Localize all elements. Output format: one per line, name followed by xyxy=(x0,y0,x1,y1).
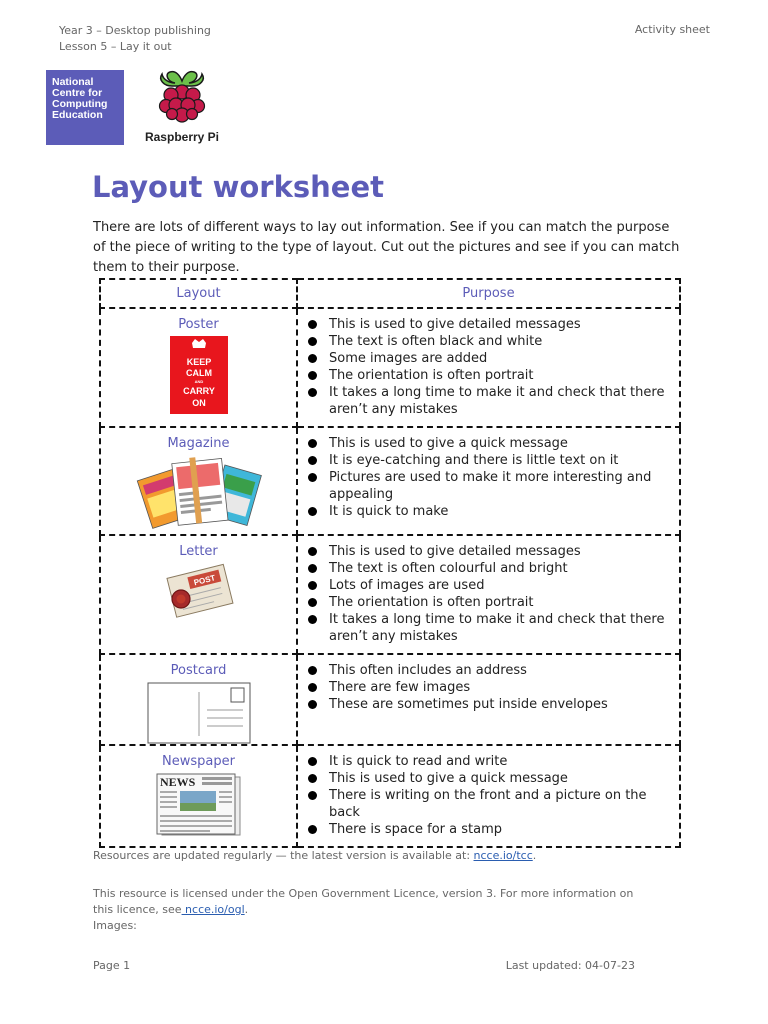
layout-cell xyxy=(100,654,297,745)
licence-text: This resource is licensed under the Open Government Licence, version 3. For more information on this licence, see xyxy=(93,887,634,916)
doc-type-label: Activity sheet xyxy=(634,23,710,36)
ncce-logo-line: Computing xyxy=(52,98,108,110)
licence-note xyxy=(93,886,653,934)
purpose-cell xyxy=(297,535,680,654)
poster-word: AND xyxy=(194,379,203,384)
table-row xyxy=(100,308,680,427)
layout-name-poster: Poster xyxy=(178,317,219,332)
table-row xyxy=(100,535,680,654)
purpose-item: This is used to give a quick message xyxy=(329,770,675,787)
newspaper-image xyxy=(156,773,242,837)
purpose-column-header: Purpose xyxy=(297,279,680,308)
purpose-item: The text is often black and white xyxy=(329,333,675,350)
purpose-list xyxy=(298,655,679,721)
lesson-label: Lesson 5 – Lay it out xyxy=(59,40,172,53)
layout-column-header: Layout xyxy=(100,279,297,308)
table-row xyxy=(100,427,680,535)
purpose-cell xyxy=(297,308,680,427)
resources-link[interactable]: ncce.io/tcc xyxy=(473,849,533,862)
raspberry-pi-wordmark: Raspberry Pi xyxy=(144,130,220,144)
purpose-item: It is quick to make xyxy=(329,503,675,520)
header-course-info xyxy=(59,23,211,55)
purpose-item: There are few images xyxy=(329,679,675,696)
purpose-item: There is space for a stamp xyxy=(329,821,675,838)
licence-end: . xyxy=(244,903,249,916)
keep-calm-poster-image xyxy=(170,336,228,414)
ncce-logo-line: Centre for xyxy=(52,87,103,99)
ncce-logo-line: Education xyxy=(52,109,103,121)
purpose-item: This is used to give a quick message xyxy=(329,435,675,452)
purpose-item: Some images are added xyxy=(329,350,675,367)
purpose-item: This is used to give detailed messages xyxy=(329,543,675,560)
ncce-logo-line: National xyxy=(52,76,94,88)
page-title: Layout worksheet xyxy=(92,170,384,204)
purpose-item: The orientation is often portrait xyxy=(329,594,675,611)
magazines-image xyxy=(135,455,263,529)
purpose-item: The text is often colourful and bright xyxy=(329,560,675,577)
letter-stamp-word: POST xyxy=(192,573,216,588)
purpose-item: This is used to give detailed messages xyxy=(329,316,675,333)
images-label: Images: xyxy=(93,919,137,932)
purpose-cell xyxy=(297,654,680,745)
purpose-list xyxy=(298,309,679,426)
raspberry-icon xyxy=(156,68,208,126)
ncce-logo xyxy=(46,70,124,145)
purpose-item: It takes a long time to make it and check that there aren’t any mistakes xyxy=(329,384,675,418)
layout-name-newspaper: Newspaper xyxy=(162,754,235,769)
licence-link[interactable]: ncce.io/ogl xyxy=(181,903,245,916)
poster-word: ON xyxy=(191,398,206,408)
purpose-list xyxy=(298,746,679,846)
purpose-cell xyxy=(297,745,680,847)
course-label: Year 3 – Desktop publishing xyxy=(59,24,211,37)
postcard-image xyxy=(147,682,251,744)
purpose-item: Lots of images are used xyxy=(329,577,675,594)
intro-text: There are lots of different ways to lay out information. See if you can match the purpose of the piece of writing to the type of layout. Cut out the pictures and see if you can match them to their purpose. xyxy=(93,220,680,275)
table-header-row xyxy=(100,279,680,308)
resources-text: Resources are updated regularly — the latest version is available at: xyxy=(93,849,474,862)
poster-word: CARRY xyxy=(182,386,215,396)
table-row xyxy=(100,654,680,745)
poster-word: KEEP xyxy=(186,357,211,367)
layout-cell xyxy=(100,535,297,654)
purpose-item: This often includes an address xyxy=(329,662,675,679)
layout-cell xyxy=(100,427,297,535)
page-number: Page 1 xyxy=(93,959,131,972)
purpose-item: It is eye-catching and there is little text on it xyxy=(329,452,675,469)
purpose-item: Pictures are used to make it more interesting and appealing xyxy=(329,469,675,503)
table-row xyxy=(100,745,680,847)
layout-name-magazine: Magazine xyxy=(167,436,230,451)
last-updated: Last updated: 04-07-23 xyxy=(505,959,635,972)
layout-cell xyxy=(100,745,297,847)
newspaper-masthead: NEWS xyxy=(159,775,195,789)
poster-word: CALM xyxy=(185,368,212,378)
raspberry-pi-logo xyxy=(140,68,224,148)
purpose-list xyxy=(298,428,679,528)
resources-end: . xyxy=(532,849,537,862)
layout-cell xyxy=(100,308,297,427)
purpose-list xyxy=(298,536,679,653)
purpose-item: It is quick to read and write xyxy=(329,753,675,770)
resources-note xyxy=(93,848,536,864)
purpose-item: These are sometimes put inside envelopes xyxy=(329,696,675,713)
letter-envelope-image xyxy=(161,563,237,619)
purpose-cell xyxy=(297,427,680,535)
purpose-item: There is writing on the front and a picture on the back xyxy=(329,787,675,821)
layout-name-letter: Letter xyxy=(179,544,218,559)
layout-worksheet-table xyxy=(99,278,681,848)
layout-name-postcard: Postcard xyxy=(170,663,227,678)
purpose-item: It takes a long time to make it and check that there aren’t any mistakes xyxy=(329,611,675,645)
purpose-item: The orientation is often portrait xyxy=(329,367,675,384)
